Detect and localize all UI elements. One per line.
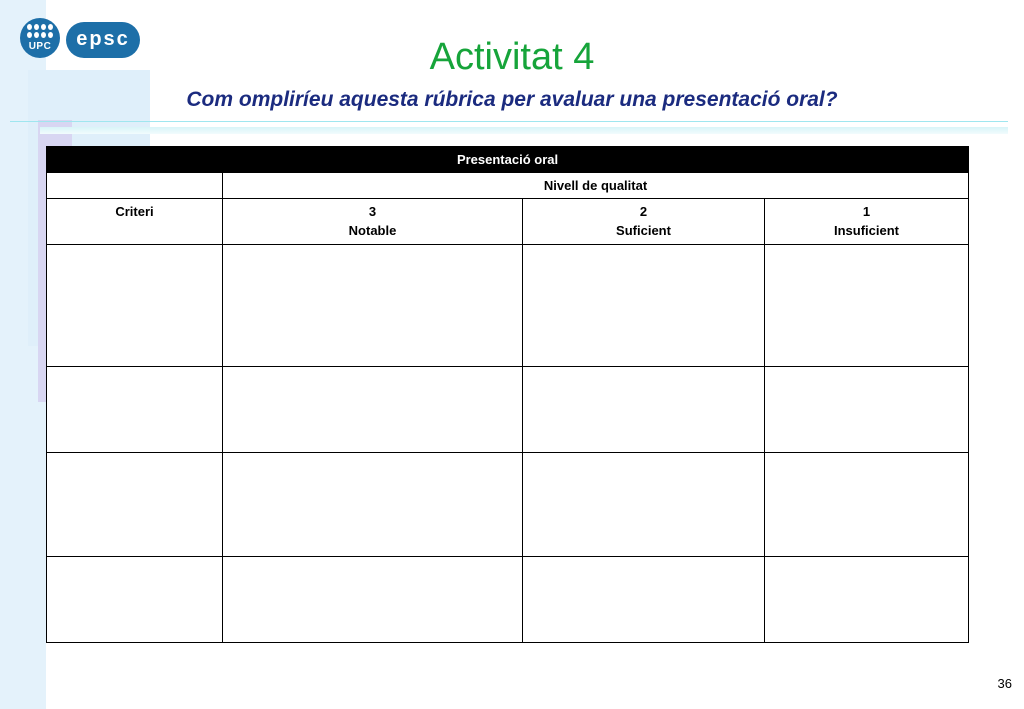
descriptor-cell[interactable] xyxy=(523,245,765,367)
descriptor-cell[interactable] xyxy=(523,453,765,557)
descriptor-cell[interactable] xyxy=(223,557,523,643)
descriptor-cell[interactable] xyxy=(523,367,765,453)
level-header: Nivell de qualitat xyxy=(223,173,969,199)
level-name: Notable xyxy=(348,223,397,238)
rubric-table xyxy=(46,146,969,643)
level-name: Suficient xyxy=(616,223,671,238)
level-column-header xyxy=(523,199,765,245)
descriptor-cell[interactable] xyxy=(765,453,969,557)
upc-logo-text: UPC xyxy=(28,41,52,52)
table-row xyxy=(47,245,969,367)
page-number: 36 xyxy=(997,676,1012,691)
criteria-cell[interactable] xyxy=(47,453,223,557)
descriptor-cell[interactable] xyxy=(223,453,523,557)
level-score: 2 xyxy=(639,204,648,219)
empty-cell xyxy=(47,173,223,199)
rubric-title: Presentació oral xyxy=(47,147,969,173)
level-column-header xyxy=(765,199,969,245)
header-band xyxy=(40,127,1008,134)
descriptor-cell[interactable] xyxy=(223,367,523,453)
slide-subtitle: Com ompliríeu aquesta rúbrica per avaluar una presentació oral? xyxy=(186,88,838,111)
criteria-cell[interactable] xyxy=(47,245,223,367)
header-rule xyxy=(10,121,1008,122)
level-name: Insuficient xyxy=(834,223,900,238)
epsc-logo: epsc xyxy=(66,22,140,58)
criteria-cell[interactable] xyxy=(47,367,223,453)
descriptor-cell[interactable] xyxy=(523,557,765,643)
level-column-header xyxy=(223,199,523,245)
descriptor-cell[interactable] xyxy=(765,557,969,643)
descriptor-cell[interactable] xyxy=(223,245,523,367)
table-row xyxy=(47,453,969,557)
slide-title: Activitat 4 xyxy=(429,36,595,78)
level-score: 3 xyxy=(368,204,377,219)
criteria-header: Criteri xyxy=(47,199,223,245)
descriptor-cell[interactable] xyxy=(765,367,969,453)
table-row xyxy=(47,557,969,643)
criteria-cell[interactable] xyxy=(47,557,223,643)
rubric-header-row xyxy=(47,147,969,173)
table-row xyxy=(47,367,969,453)
descriptor-cell[interactable] xyxy=(765,245,969,367)
level-score: 1 xyxy=(862,204,871,219)
column-header-row xyxy=(47,199,969,245)
level-header-row xyxy=(47,173,969,199)
